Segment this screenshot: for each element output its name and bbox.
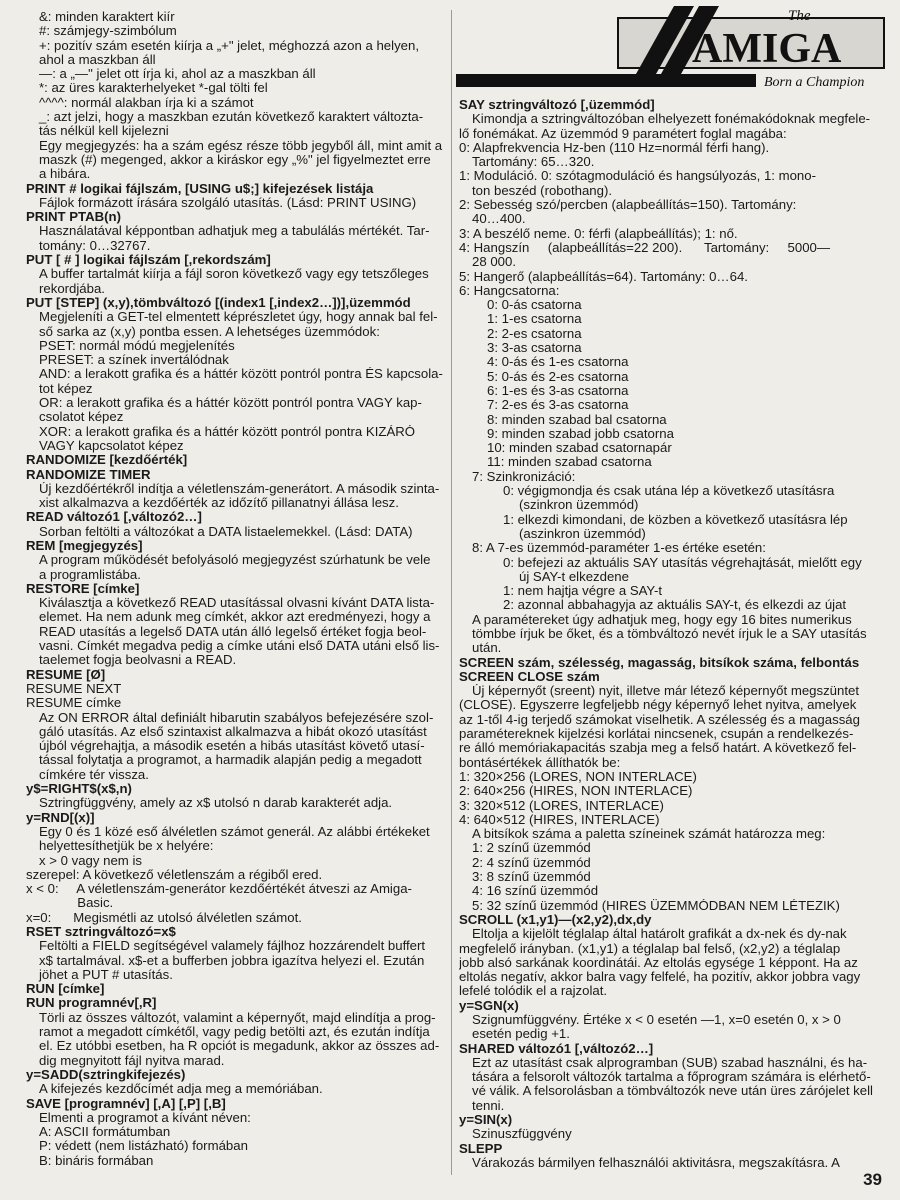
text-line: 1: 2 színű üzemmód: [472, 841, 591, 856]
left-text-column: [26, 10, 446, 1168]
text-line: OR: a lerakott grafika és a háttér között pontról pontra VAGY kap-: [39, 396, 422, 411]
text-line: Tartomány: 65…320.: [472, 155, 595, 170]
entry-heading: SCROLL (x1,y1)—(x2,y2),dx,dy: [459, 912, 652, 927]
entry-heading: SAY sztringváltozó [,üzemmód]: [459, 98, 655, 112]
text-line: gáló utasítás. Az első szintaxist alkalmazva a hibát okozó utasítást: [39, 724, 427, 739]
entry-heading: y=RND[(x)]: [26, 810, 95, 825]
entry-heading: READ változó1 [,változó2…]: [26, 510, 202, 525]
text-line: A bitsíkok száma a paletta színeinek számát határozza meg:: [472, 827, 826, 842]
text-line: maszk (#) megenged, akkor a kiráskor egy „%" jel figyelmeztet erre: [39, 152, 431, 167]
text-line: Törli az összes változót, valamint a képernyőt, majd elindítja a prog-: [39, 1010, 436, 1025]
text-line: tenni.: [472, 1098, 505, 1113]
text-line: Egy 0 és 1 közé eső álvéletlen számot generál. Az alábbi értékeket: [39, 824, 430, 839]
text-line: tot képez: [39, 381, 93, 396]
text-line: —: a „—" jelet ott írja ki, ahol az a maszkban áll: [39, 67, 316, 82]
entry-heading: y=SGN(x): [459, 998, 519, 1013]
text-line: ső sarka az (x,y) pontba essen. A lehetséges üzemmódok:: [39, 324, 380, 339]
entry-heading: RESUME [Ø]: [26, 667, 106, 682]
text-line: A paramétereket úgy adhatjuk meg, hogy egy 16 bites numerikus: [472, 612, 852, 627]
amiga-logo-graphic: [456, 4, 886, 94]
entry-heading: RUN programnév[,R]: [26, 996, 157, 1011]
text-line: RESUME NEXT: [26, 681, 122, 696]
text-line: megfelelő irányban. (x1,y1) a téglalap bal felső, (x2,y2) a téglalap: [459, 941, 841, 956]
entry-heading: PUT [ # ] logikai fájlszám [,rekordszám]: [26, 253, 271, 268]
text-line: vé válik. A felsorolásban a tömbváltozók neve után üres zárójelet kell: [472, 1084, 873, 1099]
text-line: Kimondja a sztringváltozóban elhelyezett fonémakódoknak megfele-: [472, 112, 871, 127]
text-line: 4: Hangszín (alapbeállítás=22 200). Tartomány: 5000—: [459, 240, 831, 255]
text-line: csolatot képez: [39, 410, 124, 425]
text-line: ahol a maszkban áll: [39, 52, 156, 67]
logo-name: AMIGA: [692, 26, 842, 72]
text-line: 3: A beszélő neme. 0: férfi (alapbeállítás); 1: nő.: [459, 226, 738, 241]
text-line: 7: Szinkronizáció:: [472, 469, 576, 484]
text-line: Megjeleníti a GET-tel elmentett képrészletet úgy, hogy annak bal fel-: [39, 310, 438, 325]
entry-heading: RUN [címke]: [26, 982, 105, 997]
text-line: 3: 3-as csatorna: [487, 341, 582, 356]
text-line: 8: A 7-es üzemmód-paraméter 1-es értéke esetén:: [472, 541, 766, 556]
text-line: 28 000.: [472, 255, 516, 270]
entry-heading: PRINT PTAB(n): [26, 210, 121, 225]
text-line: 6: Hangcsatorna:: [459, 283, 560, 298]
entry-heading: RESTORE [címke]: [26, 581, 140, 596]
text-line: 3: 320×512 (LORES, INTERLACE): [459, 798, 664, 813]
text-line: B: bináris formában: [39, 1153, 154, 1168]
text-line: szerepel: A következő véletlenszám a régiből ered.: [26, 867, 323, 882]
text-line: dig megnyitott fájl nyitva marad.: [39, 1053, 225, 1068]
text-line: ^^^^: normál alakban írja ki a számot: [39, 95, 254, 110]
text-line: 5: 0-ás és 2-es csatorna: [487, 369, 629, 384]
text-line: A buffer tartalmát kiírja a fájl soron következő vagy egy tetszőleges: [39, 267, 429, 282]
text-line: Az ON ERROR által definiált hibarutin szabályos befejezésére szol-: [39, 710, 434, 725]
text-line: rekordjába.: [39, 281, 105, 296]
text-line: bontásértékek állíthatók be:: [459, 755, 621, 770]
text-line: x=0: Megismétli az utolsó álvéletlen számot.: [26, 910, 302, 925]
text-line: Szignumfüggvény. Értéke x < 0 esetén —1, x=0 esetén 0, x > 0: [472, 1013, 841, 1027]
text-line: VAGY kapcsolatot képez: [39, 438, 184, 453]
logo-the: The: [788, 8, 811, 24]
text-line: (CLOSE). Egyszerre legfeljebb négy képernyő lehet nyitva, amelyek: [459, 698, 857, 713]
right-text-column: [459, 98, 886, 1170]
text-line: után.: [472, 641, 502, 656]
text-line: Ezt az utasítást csak alprogramban (SUB) szabad használni, és ha-: [472, 1055, 868, 1070]
entry-heading: SAVE [programnév] [,A] [,P] [,B]: [26, 1096, 226, 1111]
text-line: paramétereknek kijelzési korlátai nincsenek, csupán a rendelkezés-: [459, 727, 854, 742]
text-line: A: ASCII formátumban: [39, 1125, 171, 1140]
text-line: 8: minden szabad bal csatorna: [487, 412, 667, 427]
text-line: tomány: 0…32767.: [39, 238, 151, 253]
text-line: 7: 2-es és 3-as csatorna: [487, 398, 629, 413]
text-line: Szinuszfüggvény: [472, 1127, 572, 1142]
text-line: ramot a megadott címkétől, vagy pedig betölti azt, és ezután indítja: [39, 1025, 430, 1040]
text-line: READ utasítás a legelső DATA után álló legelső értéket fogja beol-: [39, 624, 427, 639]
entry-heading: SHARED változó1 [,változó2…]: [459, 1041, 654, 1056]
text-line: 5: 32 színű üzemmód (HIRES ÜZEMMÓDBAN NEM LÉTEZIK): [472, 898, 840, 913]
column-divider: [451, 10, 452, 1175]
text-line: 2: 2-es csatorna: [487, 326, 582, 341]
text-line: 5: Hangerő (alapbeállítás=64). Tartomány: 0…64.: [459, 269, 748, 284]
text-line: címkére tér vissza.: [39, 767, 149, 782]
text-line: Sztringfüggvény, amely az x$ utolsó n darab karakterét adja.: [39, 796, 393, 811]
text-line: 0: Alapfrekvencia Hz-ben (110 Hz=normál férfi hang).: [459, 140, 770, 155]
text-line: 1: nem hajtja végre a SAY-t: [503, 584, 663, 599]
text-line: 1: 320×256 (LORES, NON INTERLACE): [459, 769, 697, 784]
entry-heading: SLEPP: [459, 1141, 503, 1156]
text-line: A program működését befolyásoló megjegyzést szúrhatunk be vele: [39, 553, 431, 568]
page-number: 39: [863, 1170, 882, 1189]
text-line: AND: a lerakott grafika és a háttér között pontról pontra ÉS kapcsola-: [39, 367, 443, 382]
amiga-logo: [456, 4, 886, 94]
text-line: &: minden karaktert kiír: [39, 10, 175, 24]
text-line: 2: 4 színű üzemmód: [472, 855, 591, 870]
text-line: taelemet fogja beolvasni a READ.: [39, 653, 237, 668]
entry-heading: PRINT # logikai fájlszám, [USING u$;] kifejezések listája: [26, 181, 374, 196]
text-line: XOR: a lerakott grafika és a háttér között pontról pontra KIZÁRÓ: [39, 424, 416, 439]
text-line: *: az üres karakterhelyeket *-gal tölti fel: [39, 81, 268, 96]
text-line: 11: minden szabad csatorna: [487, 455, 652, 470]
text-line: 0: 0-ás csatorna: [487, 298, 582, 313]
text-line: PRESET: a színek invertálódnak: [39, 353, 229, 368]
text-line: PSET: normál módú megjelenítés: [39, 338, 235, 353]
entry-heading: PUT [STEP] (x,y),tömbváltozó [(index1 [,index2…])],üzemmód: [26, 295, 411, 310]
text-line: x < 0: A véletlenszám-generátor kezdőértékét átveszi az Amiga-: [26, 882, 412, 897]
text-line: Sorban feltölti a változókat a DATA listaelemekkel. (Lásd: DATA): [39, 524, 413, 539]
text-line: Eltolja a kijelölt téglalap által határolt grafikát a dx-nek és dy-nak: [472, 927, 847, 942]
text-line: (szinkron üzemmód): [519, 498, 639, 513]
entry-heading: y$=RIGHT$(x$,n): [26, 782, 132, 797]
text-line: re álló memóriakapacitás szabja meg a felső határt. A következő fel-: [459, 741, 857, 756]
text-line: 10: minden szabad csatornapár: [487, 441, 672, 456]
text-line: helyettesíthetjük be x helyére:: [39, 839, 214, 854]
text-line: a programlistába.: [39, 567, 141, 582]
entry-heading: SCREEN CLOSE szám: [459, 669, 600, 684]
text-line: xist alkalmazva a kezdőérték az időzítő pillanatnyi állása lesz.: [39, 496, 399, 511]
text-line: 1: 1-es csatorna: [487, 312, 582, 327]
text-line: tömbbe írjuk be őket, és a tömbváltozó nevét írjuk le a SAY utasítás: [472, 626, 867, 641]
entry-heading: RANDOMIZE TIMER: [26, 467, 151, 482]
text-line: lő fonémákat. Az üzemmód 9 paramétert foglal magába:: [459, 126, 787, 141]
text-line: tással folytatja a programot, a harmadik alapján pedig a megadott: [39, 753, 422, 768]
text-line: Kiválasztja a következő READ utasítással olvasni kívánt DATA lista-: [39, 596, 435, 611]
text-line: #: számjegy-szimbólum: [39, 24, 177, 39]
text-line: jobb alsó sarkának koordinátái. Az eltolás egysége 1 képpont. Ha az: [459, 955, 858, 970]
text-line: tás nélkül kell kijelezni: [39, 124, 169, 139]
text-line: jöhet a PUT # utasítás.: [39, 967, 173, 982]
text-line: +: pozitív szám esetén kiírja a „+" jelet, méghozzá azon a helyen,: [39, 38, 419, 53]
text-line: (aszinkron üzemmód): [519, 526, 646, 541]
text-line: P: védett (nem listázható) formában: [39, 1139, 248, 1154]
text-line: RESUME címke: [26, 696, 122, 711]
text-line: újból végrehajtja, a második esetén a hibás utasítást követő utasí-: [39, 739, 425, 754]
text-line: Új kezdőértékről indítja a véletlenszám-generátort. A második szinta-: [39, 481, 440, 496]
entry-heading: y=SADD(sztringkifejezés): [26, 1067, 186, 1082]
text-line: vasni. Címkét megadva pedig a címke utáni első DATA utáni első lis-: [39, 639, 440, 654]
text-line: 4: 640×512 (HIRES, INTERLACE): [459, 812, 660, 827]
entry-heading: y=SIN(x): [459, 1113, 513, 1128]
text-line: 0: végigmondja és csak utána lép a következő utasításra: [503, 484, 835, 499]
text-line: 1: Moduláció. 0: szótagmoduláció és hangsúlyozás, 1: mono-: [459, 169, 816, 184]
text-line: 9: minden szabad jobb csatorna: [487, 426, 674, 441]
entry-heading: RANDOMIZE [kezdőérték]: [26, 453, 188, 468]
text-line: Használatával képpontban adhatjuk meg a tabulálás mértékét. Tar-: [39, 224, 430, 239]
entry-heading: SCREEN szám, szélesség, magasság, bitsíkok száma, felbontás: [459, 655, 860, 670]
text-line: 2: 640×256 (HIRES, NON INTERLACE): [459, 784, 693, 799]
text-line: Fájlok formázott írására szolgáló utasítás. (Lásd: PRINT USING): [39, 195, 417, 210]
text-line: 2: azonnal abbahagyja az aktuális SAY-t, és elkezdi az újat: [503, 598, 847, 613]
text-line: 4: 0-ás és 1-es csatorna: [487, 355, 629, 370]
text-line: Új képernyőt (sreent) nyit, illetve már létező képernyőt megszüntet: [472, 684, 860, 699]
text-line: x$ tartalmával. x$-et a bufferben jobbra igazítva helyezi el. Ezután: [39, 953, 425, 968]
text-line: Egy megjegyzés: ha a szám egész része több jegyből áll, mint amit a: [39, 138, 443, 153]
text-line: 4: 16 színű üzemmód: [472, 884, 599, 899]
text-line: el. Ez utóbbi esetben, ha R opciót is megadunk, akkor az összes ad-: [39, 1039, 440, 1054]
text-line: 40…400.: [472, 212, 526, 227]
text-line: tására a felsorolt változók tartalma a főprogram számára is elérhető-: [472, 1070, 871, 1085]
text-line: _: azt jelzi, hogy a maszkban ezután következő karaktert változta-: [39, 110, 424, 125]
text-line: 3: 8 színű üzemmód: [472, 870, 591, 885]
text-line: esetén pedig +1.: [472, 1027, 570, 1042]
entry-heading: REM [megjegyzés]: [26, 538, 143, 553]
text-line: 0: befejezi az aktuális SAY utasítás végrehajtását, mielőtt egy: [503, 555, 862, 570]
text-line: Várakozás bármilyen felhasználói aktivitásra, megszakításra. A: [472, 1155, 840, 1170]
text-line: eltolás negatív, akkor balra vagy felfelé, ha pozitív, akkor jobbra vagy: [459, 970, 861, 985]
entry-heading: RSET sztringváltozó=x$: [26, 925, 176, 939]
text-line: ton beszéd (robothang).: [472, 183, 613, 198]
text-line: 2: Sebesség szó/percben (alapbeállítás=150). Tartomány:: [459, 198, 797, 213]
text-line: az 1-től 4-ig terjedő számokat viselhetik. A szélesség és a magasság: [459, 712, 860, 727]
text-line: elemet. Ha nem adunk meg címkét, akkor azt eredményezi, hogy a: [39, 610, 431, 625]
text-line: Elmenti a programot a kívánt néven:: [39, 1110, 251, 1125]
text-line: Basic.: [26, 896, 114, 911]
text-line: Feltölti a FIELD segítségével valamely fájlhoz hozzárendelt buffert: [39, 939, 426, 954]
text-line: 6: 1-es és 3-as csatorna: [487, 383, 629, 398]
text-line: lefelé tolódik el a rajzolat.: [459, 984, 608, 999]
text-line: 1: elkezdi kimondani, de közben a következő utasításra lép: [503, 512, 848, 527]
text-line: a hibára.: [39, 167, 91, 182]
logo-tagline: Born a Champion: [764, 75, 865, 90]
text-line: új SAY-t elkezdene: [519, 569, 629, 584]
text-line: x > 0 vagy nem is: [39, 853, 142, 868]
text-line: A kifejezés kezdőcímét adja meg a memóriában.: [39, 1082, 323, 1097]
